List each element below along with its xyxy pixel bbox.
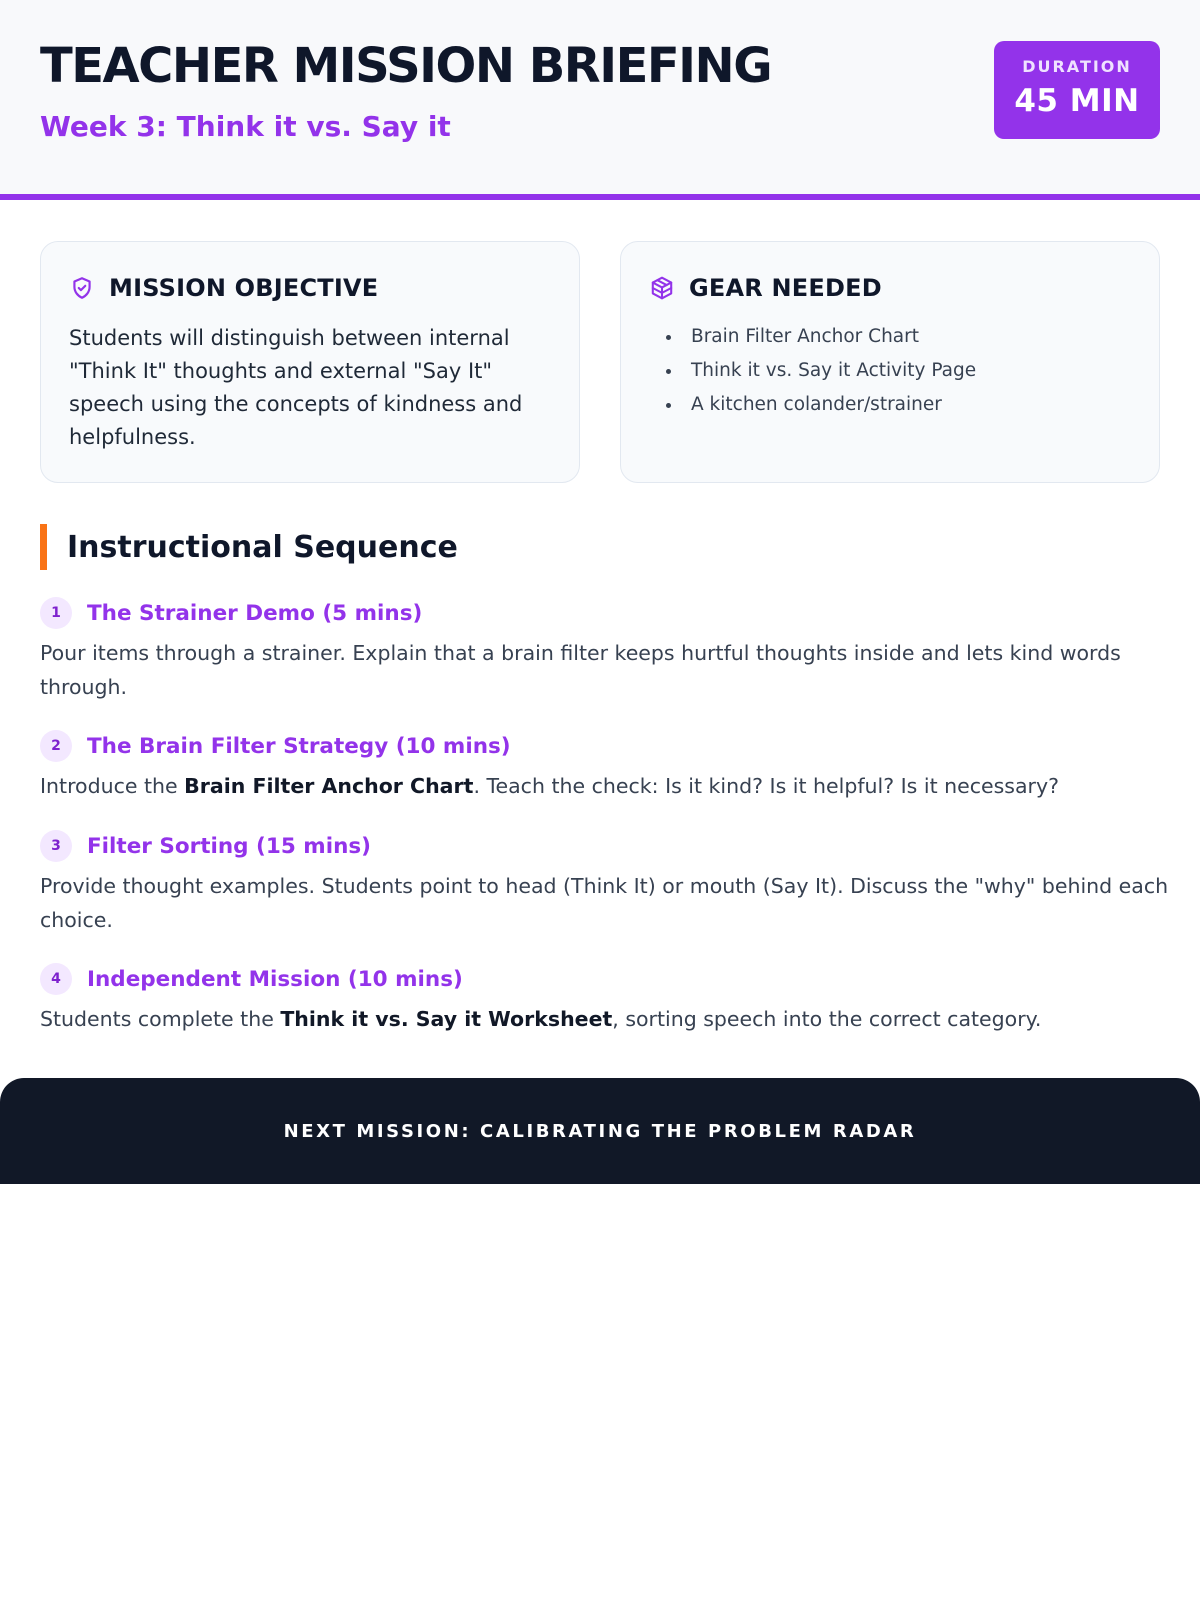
gear-item: • Brain Filter Anchor Chart (683, 320, 976, 354)
gear-list (649, 320, 976, 422)
step-number-badge: 1 (40, 597, 72, 629)
shield-check-icon (69, 275, 95, 301)
duration-label: DURATION (1022, 57, 1132, 76)
step-text-part: , sorting speech into the correct category. (612, 1007, 1042, 1031)
page-title: TEACHER MISSION BRIEFING (40, 38, 772, 94)
step-text-part: Students complete the (40, 1007, 281, 1031)
duration-badge (994, 41, 1160, 139)
cube-icon (649, 275, 675, 301)
step-number-badge: 2 (40, 730, 72, 762)
step-text-part: . Teach the check: Is it kind? Is it helpful? Is it necessary? (473, 774, 1059, 798)
sequence-title: Instructional Sequence (67, 529, 458, 565)
step-header (40, 829, 1170, 863)
gear-item: • Think it vs. Say it Activity Page (683, 354, 976, 388)
mission-objective-text: Students will distinguish between internal "Think It" thoughts and external "Say It" speech using the concepts of kindness and helpfulness. (69, 326, 523, 449)
step-description (40, 769, 1170, 803)
sequence-step (40, 596, 1170, 704)
duration-value: 45 MIN (1014, 83, 1140, 119)
step-text-part: Introduce the (40, 774, 185, 798)
step-title: Filter Sorting (15 mins) (87, 833, 371, 859)
next-mission-text: NEXT MISSION: CALIBRATING THE PROBLEM RADAR (283, 1120, 917, 1142)
sequence-heading (40, 524, 458, 570)
step-number-badge: 3 (40, 830, 72, 862)
gear-needed-title: GEAR NEEDED (689, 274, 882, 302)
step-text-bold: Think it vs. Say it Worksheet (280, 1007, 613, 1031)
header (0, 0, 1200, 200)
step-header (40, 729, 1170, 763)
sequence-step (40, 729, 1170, 803)
mission-objective-card (40, 241, 580, 483)
sequence-step (40, 962, 1170, 1036)
next-mission-footer (0, 1078, 1200, 1184)
step-title: Independent Mission (10 mins) (87, 966, 463, 992)
step-description: Provide thought examples. Students point to head (Think It) or mouth (Say It). Discuss the "why" behind each choice. (40, 874, 1169, 932)
step-number-badge: 4 (40, 963, 72, 995)
step-title: The Strainer Demo (5 mins) (87, 600, 423, 626)
sequence-step (40, 829, 1170, 937)
step-description: Pour items through a strainer. Explain that a brain filter keeps hurtful thoughts inside and lets kind words through. (40, 641, 1121, 699)
step-header (40, 596, 1170, 630)
step-title: The Brain Filter Strategy (10 mins) (87, 733, 511, 759)
gear-needed-header (649, 274, 882, 302)
mission-objective-title: MISSION OBJECTIVE (109, 274, 379, 302)
step-description (40, 1002, 1170, 1036)
page-subtitle: Week 3: Think it vs. Say it (40, 110, 451, 143)
step-text-bold: Brain Filter Anchor Chart (184, 774, 474, 798)
gear-needed-card (620, 241, 1160, 483)
mission-objective-header (69, 274, 378, 302)
step-header (40, 962, 1170, 996)
gear-item: • A kitchen colander/strainer (683, 388, 976, 422)
